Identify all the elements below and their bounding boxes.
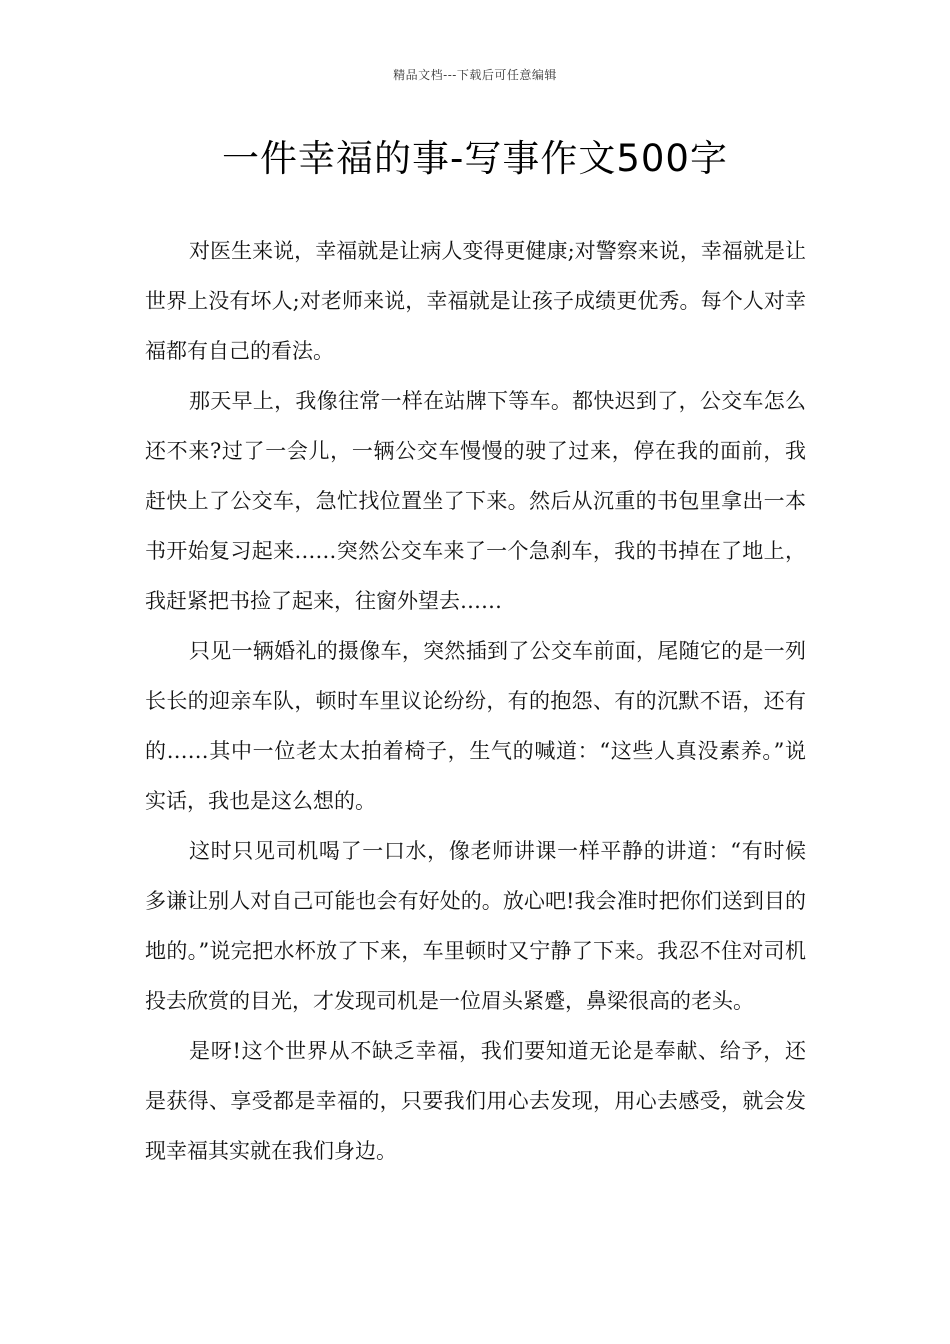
paragraph-3: 只见一辆婚礼的摄像车，突然插到了公交车前面，尾随它的是一列长长的迎亲车队，顿时车里议论纷纷，有的抱怨、有的沉默不语，还有的……其中一位老太太拍着椅子，生气的喊道：“这些人真没素养。”说实话，我也是这么想的。 xyxy=(145,639,806,813)
paragraph-2: 那天早上，我像往常一样在站牌下等车。都快迟到了，公交车怎么还不来?过了一会儿，一辆公交车慢慢的驶了过来，停在我的面前，我赶快上了公交车，急忙找位置坐了下来。然后从沉重的书包里拿出一本书开始复习起来……突然公交车来了一个急刹车，我的书掉在了地上，我赶紧把书捡了起来，往窗外望去…… xyxy=(145,389,806,613)
document-body xyxy=(145,226,806,1176)
document-title: 一件幸福的事-写事作文500字 xyxy=(222,137,728,180)
paragraph-4: 这时只见司机喝了一口水，像老师讲课一样平静的讲道：“有时候多谦让别人对自己可能也会有好处的。放心吧!我会准时把你们送到目的地的。”说完把水杯放了下来，车里顿时又宁静了下来。我忍不住对司机投去欣赏的目光，才发现司机是一位眉头紧蹙，鼻梁很高的老头。 xyxy=(145,839,806,1013)
paragraph-1: 对医生来说，幸福就是让病人变得更健康;对警察来说，幸福就是让世界上没有坏人;对老师来说，幸福就是让孩子成绩更优秀。每个人对幸福都有自己的看法。 xyxy=(145,239,806,363)
paragraph-5: 是呀!这个世界从不缺乏幸福，我们要知道无论是奉献、给予，还是获得、享受都是幸福的，只要我们用心去发现，用心去感受，就会发现幸福其实就在我们身边。 xyxy=(145,1039,806,1163)
header-note: 精品文档---下载后可任意编辑 xyxy=(393,68,557,82)
